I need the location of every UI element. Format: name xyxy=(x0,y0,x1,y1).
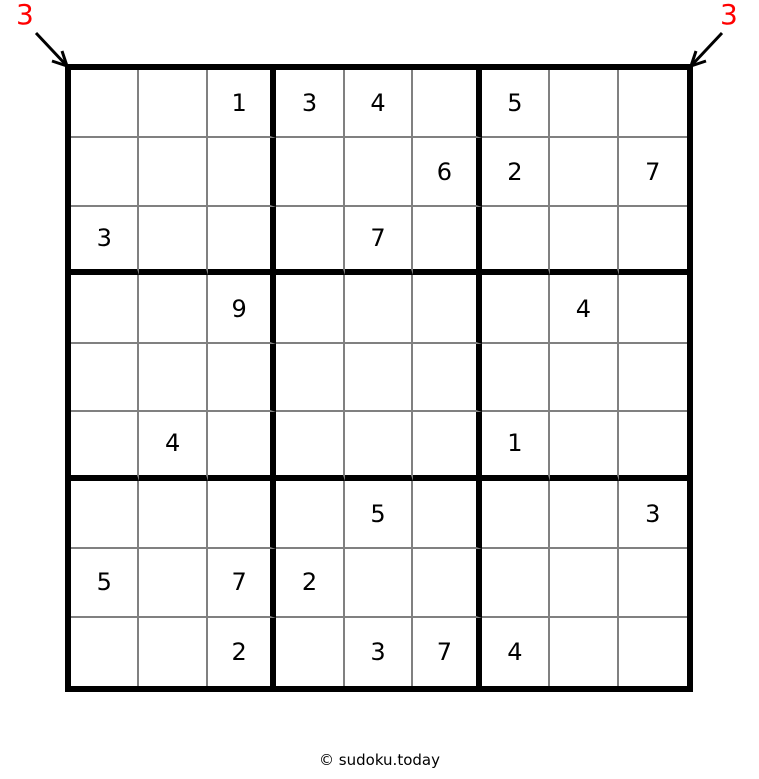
cell-r5c8[interactable] xyxy=(550,344,618,412)
cell-r3c2[interactable] xyxy=(139,207,207,275)
cell-r6c1[interactable] xyxy=(71,412,139,480)
cell-r3c8[interactable] xyxy=(550,207,618,275)
cell-r7c8[interactable] xyxy=(550,481,618,549)
cell-r6c4[interactable] xyxy=(276,412,344,480)
cell-r5c9[interactable] xyxy=(619,344,687,412)
cell-r8c6[interactable] xyxy=(413,549,481,617)
cell-r8c5[interactable] xyxy=(345,549,413,617)
cell-r9c3[interactable]: 2 xyxy=(208,618,276,686)
cell-r4c1[interactable] xyxy=(71,275,139,343)
cell-r3c7[interactable] xyxy=(482,207,550,275)
cell-r2c8[interactable] xyxy=(550,138,618,206)
cell-r6c6[interactable] xyxy=(413,412,481,480)
cell-r8c7[interactable] xyxy=(482,549,550,617)
cell-r6c8[interactable] xyxy=(550,412,618,480)
cell-r3c3[interactable] xyxy=(208,207,276,275)
cell-r7c6[interactable] xyxy=(413,481,481,549)
cell-r8c1[interactable]: 5 xyxy=(71,549,139,617)
cell-r5c5[interactable] xyxy=(345,344,413,412)
sudoku-grid xyxy=(65,64,693,692)
cell-r1c9[interactable] xyxy=(619,70,687,138)
cell-r4c7[interactable] xyxy=(482,275,550,343)
cell-r3c4[interactable] xyxy=(276,207,344,275)
cell-r7c2[interactable] xyxy=(139,481,207,549)
cell-r2c7[interactable]: 2 xyxy=(482,138,550,206)
cell-r8c2[interactable] xyxy=(139,549,207,617)
cell-r7c1[interactable] xyxy=(71,481,139,549)
cell-r2c9[interactable]: 7 xyxy=(619,138,687,206)
cell-r4c5[interactable] xyxy=(345,275,413,343)
diagonal-clue-top-right: 3 xyxy=(720,0,738,31)
cell-r9c5[interactable]: 3 xyxy=(345,618,413,686)
cell-r4c3[interactable]: 9 xyxy=(208,275,276,343)
cell-r1c7[interactable]: 5 xyxy=(482,70,550,138)
cell-r7c4[interactable] xyxy=(276,481,344,549)
cell-r6c3[interactable] xyxy=(208,412,276,480)
cell-r4c6[interactable] xyxy=(413,275,481,343)
cell-r5c1[interactable] xyxy=(71,344,139,412)
cell-r5c2[interactable] xyxy=(139,344,207,412)
cell-r2c6[interactable]: 6 xyxy=(413,138,481,206)
cell-r3c6[interactable] xyxy=(413,207,481,275)
cell-r7c7[interactable] xyxy=(482,481,550,549)
cell-r3c9[interactable] xyxy=(619,207,687,275)
cell-r7c9[interactable]: 3 xyxy=(619,481,687,549)
cell-r6c7[interactable]: 1 xyxy=(482,412,550,480)
cell-r4c2[interactable] xyxy=(139,275,207,343)
cell-r9c7[interactable]: 4 xyxy=(482,618,550,686)
cell-r1c6[interactable] xyxy=(413,70,481,138)
cell-r2c2[interactable] xyxy=(139,138,207,206)
cell-r2c1[interactable] xyxy=(71,138,139,206)
cell-r5c6[interactable] xyxy=(413,344,481,412)
cell-r1c1[interactable] xyxy=(71,70,139,138)
cell-r1c2[interactable] xyxy=(139,70,207,138)
cell-r2c5[interactable] xyxy=(345,138,413,206)
cell-r5c7[interactable] xyxy=(482,344,550,412)
cell-r4c8[interactable]: 4 xyxy=(550,275,618,343)
cell-r1c8[interactable] xyxy=(550,70,618,138)
cell-r3c5[interactable]: 7 xyxy=(345,207,413,275)
cell-r9c1[interactable] xyxy=(71,618,139,686)
cell-r8c9[interactable] xyxy=(619,549,687,617)
cell-r9c9[interactable] xyxy=(619,618,687,686)
cell-r5c4[interactable] xyxy=(276,344,344,412)
cell-r7c5[interactable]: 5 xyxy=(345,481,413,549)
cell-r6c5[interactable] xyxy=(345,412,413,480)
cell-r1c4[interactable]: 3 xyxy=(276,70,344,138)
cell-r4c4[interactable] xyxy=(276,275,344,343)
cell-r8c8[interactable] xyxy=(550,549,618,617)
cell-r6c2[interactable]: 4 xyxy=(139,412,207,480)
cell-r3c1[interactable]: 3 xyxy=(71,207,139,275)
cell-r9c6[interactable]: 7 xyxy=(413,618,481,686)
cell-r1c3[interactable]: 1 xyxy=(208,70,276,138)
cell-r8c3[interactable]: 7 xyxy=(208,549,276,617)
cell-r4c9[interactable] xyxy=(619,275,687,343)
cell-r2c3[interactable] xyxy=(208,138,276,206)
cell-r6c9[interactable] xyxy=(619,412,687,480)
cell-r1c5[interactable]: 4 xyxy=(345,70,413,138)
cell-r2c4[interactable] xyxy=(276,138,344,206)
cell-r9c8[interactable] xyxy=(550,618,618,686)
diagonal-clue-top-left: 3 xyxy=(16,0,34,31)
cell-r8c4[interactable]: 2 xyxy=(276,549,344,617)
footer-credit: © sudoku.today xyxy=(319,751,440,769)
cell-r9c2[interactable] xyxy=(139,618,207,686)
cell-r7c3[interactable] xyxy=(208,481,276,549)
cell-r9c4[interactable] xyxy=(276,618,344,686)
cell-r5c3[interactable] xyxy=(208,344,276,412)
